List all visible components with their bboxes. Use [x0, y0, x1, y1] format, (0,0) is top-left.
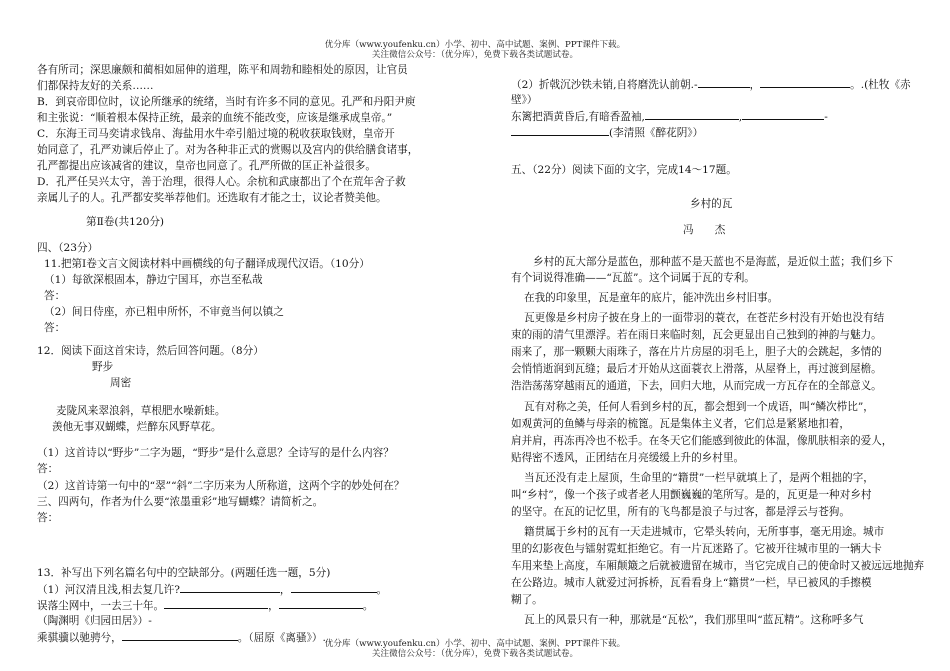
q13-1b-text: 误落尘网中，一去三十年。 — [37, 600, 165, 612]
para-6-line-2: 里的幻影夜色与镭射霓虹拒绝它。有一片瓦迷路了。它被开往城市里的一辆大卡 — [511, 543, 882, 555]
poem-line-2: 羡他无事双蝴蝶，烂醉东风野草花。 — [52, 421, 222, 433]
para-4-line-4: 贴得密不透风，正团结在月亮缓缓上升的乡村里。 — [511, 452, 745, 464]
q13-r1c-text: 壁》） — [511, 94, 538, 106]
poem-line-1: 麦陇风来翠浪斜，草根肥水噪新蛙。 — [56, 405, 226, 417]
option-d-2: 亲属儿子的人。孔严都安奖举荐他们。还选取有才能之士，议论者赞美他。 — [37, 192, 387, 204]
para-1-line-1: 乡村的瓦大部分是蓝色，那种蓝不是天蓝也不是海蓝，是近似土蓝；我们乡下 — [533, 256, 894, 268]
poem-author: 周密 — [110, 377, 132, 389]
para-4-line-1: 瓦有对称之美，任何人看到乡村的瓦，都会想到一个成语，叫“鳞次栉比”， — [524, 401, 874, 413]
poem-title: 野步 — [92, 361, 114, 373]
fill-blank[interactable] — [760, 76, 850, 88]
para-6-line-4: 在公路边。城市人就爱过河拆桥，瓦看看身上“籍贯”一栏，早已被风的手擦模 — [511, 577, 872, 589]
q5-title: 五、（22分）阅读下面的文字，完成14～17题。 — [511, 164, 737, 176]
q11-answer-1: 答： — [44, 290, 66, 302]
q13-r3-text: (李清照《醉花阴》） — [609, 127, 704, 139]
article-title: 乡村的瓦 — [690, 198, 733, 210]
fill-blank[interactable] — [645, 108, 739, 120]
fill-blank[interactable] — [511, 124, 609, 136]
para-3-line-3: 雨来了，那一颗颗大雨珠子，落在片片房屋的羽毛上，胆子大的会跳起，多情的 — [511, 346, 882, 358]
para-4-line-2: 如观黄河的鱼鳞与母亲的梳篦。瓦是集体主义者，它们总是紧紧地扣着， — [511, 418, 850, 430]
para-3-line-1: 瓦更像是乡村房子披在身上的一面带羽的蓑衣，在苍茫乡村没有开始也没有结 — [524, 312, 885, 324]
para-3-line-5: 浩浩荡荡穿越雨瓦的通道，下去，回归大地，从而完成一方瓦存在的全部意义。 — [511, 380, 882, 392]
q12-answer-2: 答： — [37, 512, 59, 524]
header-line-2: 关注微信公众号：（优分库），免费下载各类试题试卷。 — [371, 50, 579, 60]
option-b-2: 和主张说：“顺着根本保持正统，最亲的血统不能改变，应该是继承成皇帝。” — [37, 112, 393, 124]
q12-title: 12．阅读下面这首宋诗，然后回答问题。（8分） — [37, 345, 264, 357]
fill-blank[interactable] — [180, 581, 280, 593]
option-d-1: D．孔严任吴兴太守，善于治理，很得人心。余杭和武康都出了个在荒年舍子救 — [37, 176, 406, 188]
header-line-1: 优分库（www.youfenku.cn）小学、初中、高中试题、案例、PPT课件下载。 — [324, 40, 626, 50]
para-6-line-3: 车用来垫上高度，车厢颠簸之后就被遗留在城市，当它完成自己的使命时又被远远地抛弃 — [511, 560, 925, 572]
q13-line-1: （1）河汉清且浅,相去复几许? ， 。 — [37, 581, 387, 598]
q12-part-2: （2）这首诗第一句中的“翠”“斜”二字历来为人所称道，这两个字的妙处何在？ — [37, 480, 405, 492]
para-5-line-1: 当瓦还没有走上屋顶，生命里的“籍贯”一栏早就填上了，是两个粗拙的字， — [524, 472, 874, 484]
option-b-1: B．到哀帝即位时，议论所继承的统绪，当时有许多不同的意见。孔严和丹阳尹庾 — [37, 96, 416, 108]
q12-part-1: （1）这首诗以“野步”二字为题，“野步”是什么意思？全诗写的是什么内容？ — [37, 447, 394, 459]
option-a-cont-2: 们都保持友好的关系…… — [37, 80, 154, 92]
q13-right-line-1: （2）折戟沉沙铁未销,自将磨洗认前朝.- ， 。.(杜牧《赤 — [511, 76, 911, 93]
q13-right-line-4 — [511, 124, 703, 141]
fill-blank[interactable] — [698, 76, 750, 88]
q13-r2-text: 东篱把酒黄昏后,有暗香盈袖, — [511, 111, 645, 123]
fill-blank[interactable] — [164, 597, 268, 609]
q4-title: 四、（23分） — [37, 242, 99, 254]
article-author: 冯 杰 — [683, 224, 726, 236]
fill-blank[interactable] — [291, 581, 377, 593]
para-4-line-3: 肩并肩，再冻再冷也不松手。在冬天它们能感到彼此的体温，像肌肤相亲的爱人， — [511, 435, 893, 447]
option-c-3: 孔严都提出应该减省的建议，皇帝也同意了。孔严所做的匡正补益很多。 — [37, 160, 376, 172]
q13-r1b-text: .(杜牧《赤 — [860, 79, 911, 91]
q13-title: 13．补写出下列名篇名句中的空缺部分。(两题任选一题，5分) — [37, 567, 331, 579]
option-c-2: 始同意了，孔严劝谏后停止了。对为各种非正式的赏赐以及宫内的供给膳食诸事， — [37, 144, 419, 156]
para-5-line-3: 的坚守。在瓦的记忆里，所有的飞鸟都是浪子与过客，都是浮云与苍狗。 — [511, 506, 850, 518]
q12-answer-1: 答： — [37, 463, 59, 475]
q11-sentence-1: （1）每欲深根固本，静边宁国耳，亦岂至私哉 — [44, 274, 263, 286]
q13-r1a-text: （2）折戟沉沙铁未销,自将磨洗认前朝.- — [511, 79, 698, 91]
footer-line-2: 关注微信公众号：（优分库），免费下载各类试题试卷。 — [371, 649, 579, 659]
para-6-line-1: 籍贯属于乡村的瓦有一天走进城市，它晕头转向，无所事事，毫无用途。城市 — [524, 526, 885, 538]
para-2-line-1: 在我的印象里，瓦是童年的底片，能冲洗出乡村旧事。 — [524, 292, 779, 304]
option-a-cont-1: 各有所司；深思廉颇和蔺相如屈伸的道理，陈平和周勃和睦相处的原因，让官员 — [37, 64, 408, 76]
footer-line-1: 优分库（www.youfenku.cn）小学、初中、高中试题、案例、PPT课件下载。 — [324, 639, 626, 649]
q11-answer-2: 答： — [44, 322, 66, 334]
para-3-line-4: 会悄悄逝润到瓦缝；最后才开始从这面蓑衣上滑落，从屋脊上，再过渡到屋檐。 — [511, 363, 882, 375]
q13-1a-text: （1）河汉清且浅,相去复几许? — [37, 584, 180, 596]
section-title: 第Ⅱ卷(共120分) — [86, 216, 165, 228]
option-c-1: C．东海王司马奕请求钱帛、海盐用水牛牵引船过境的税收获取钱财，皇帝开 — [37, 128, 395, 140]
q11-title: 11.把第Ⅰ卷文言文阅读材料中画横线的句子翻译成现代汉语。（10分） — [44, 258, 370, 270]
q11-sentence-2: （2）间日侍座，亦已粗申所怀，不审竟当何以镇之 — [44, 306, 284, 318]
para-6-line-5: 糊了。 — [511, 594, 543, 606]
para-1-line-2: 有个词说得准确——“瓦蓝”。这个词属于瓦的专利。 — [511, 272, 755, 284]
q13-2a-text: 乘骐骥以驰骋兮， — [37, 632, 122, 644]
para-7-line-1: 瓦上的风景只有一种，那就是“瓦松”，我们那里叫“蓝瓦精”。这称呼多气 — [524, 614, 864, 626]
q13-line-2: 误落尘网中，一去三十年。 ， 。 — [37, 597, 373, 614]
q13-1c-text: （陶渊明《归园田居》）- — [37, 615, 152, 627]
para-5-line-2: 叫“乡村”，像一个孩子或者老人用颤巍巍的笔所写。是的，瓦更是一种对乡村 — [511, 489, 872, 501]
q13-2b-text: 。（屈原《离骚》）. — [237, 632, 326, 644]
para-3-line-2: 束的雨的清气里漂浮。若在雨日来临时刻，瓦会更显出自己独到的神韵与魅力。 — [511, 329, 882, 341]
fill-blank[interactable] — [742, 108, 824, 120]
q12-part-3: 三、四两句，作者为什么要“浓墨重彩”地写蝴蝶？请简析之。 — [37, 496, 324, 508]
q13-right-line-3: 东篱把酒黄昏后,有暗香盈袖, , - — [511, 108, 828, 125]
fill-blank[interactable] — [279, 597, 363, 609]
